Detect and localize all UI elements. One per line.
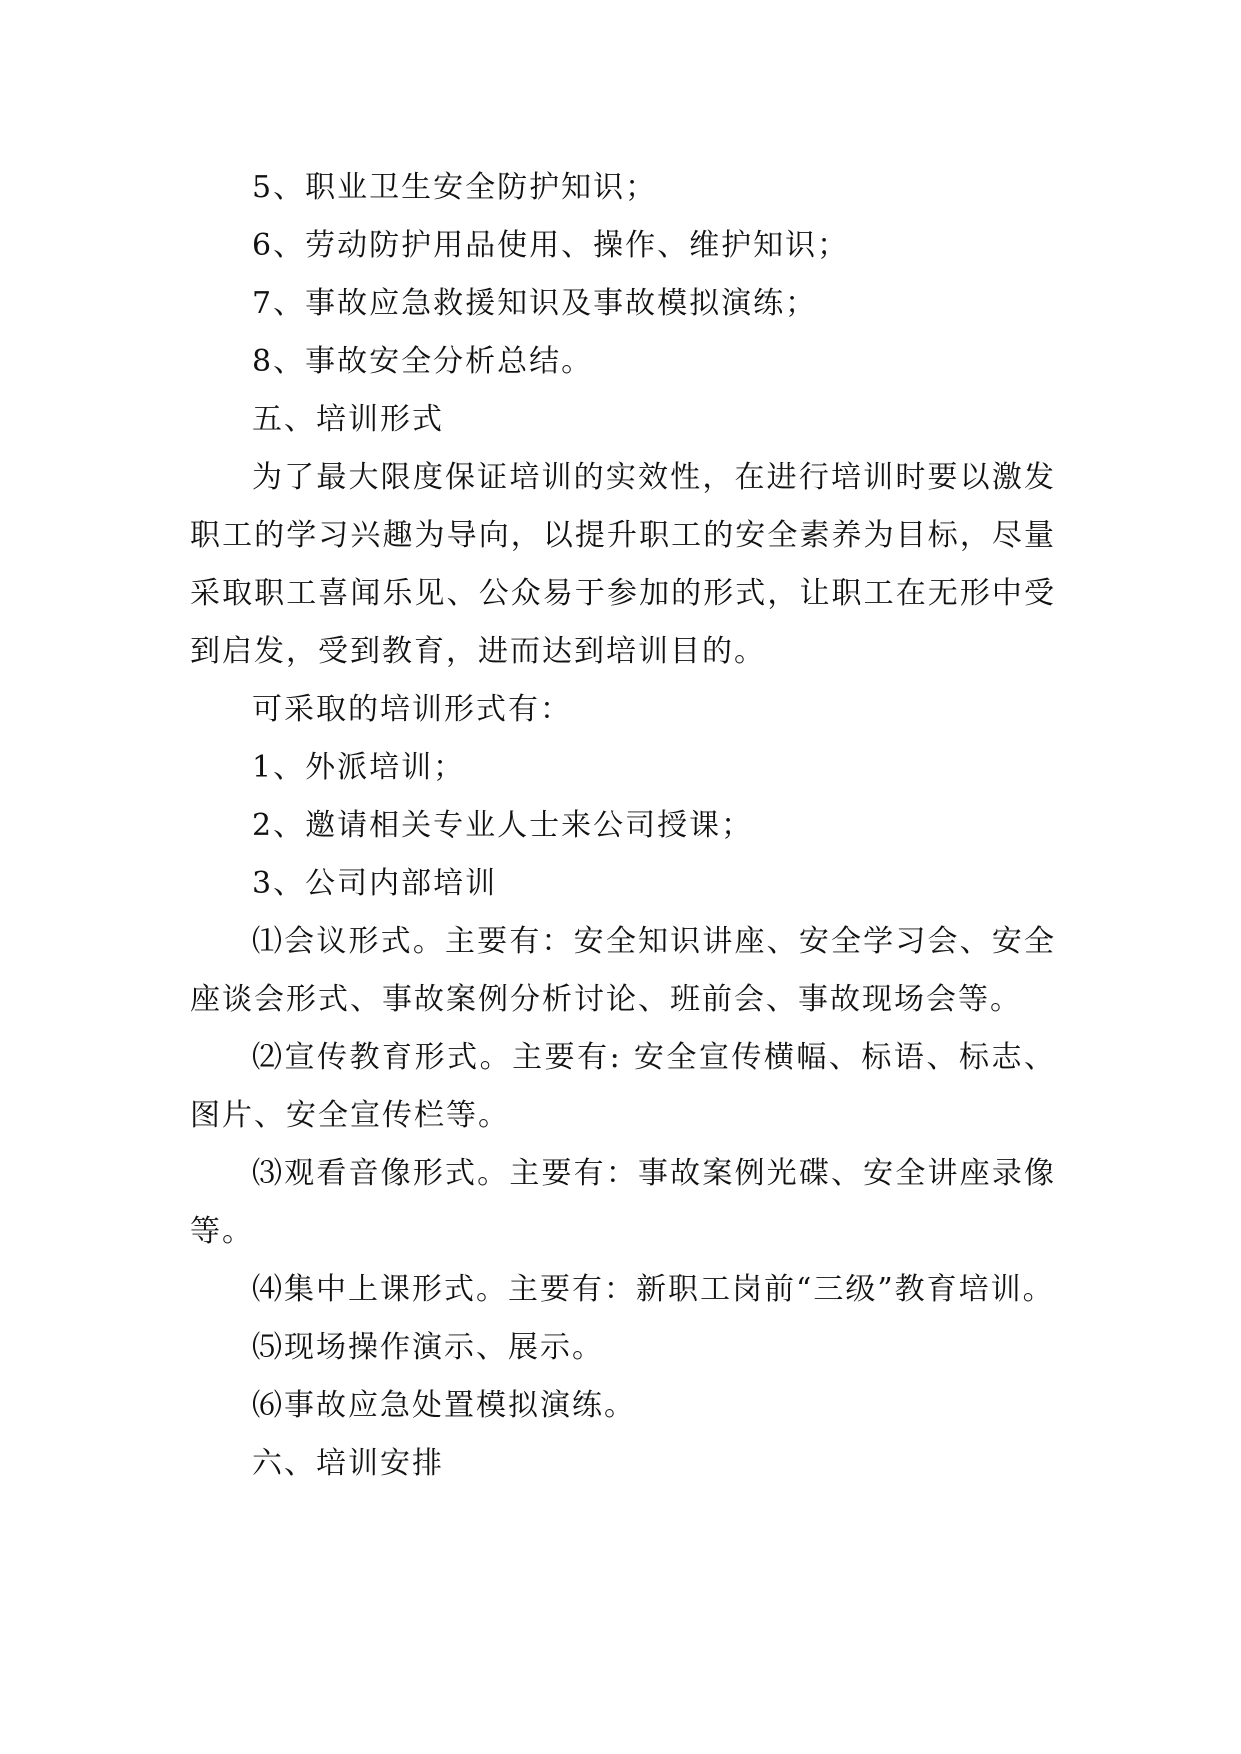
list-item: 7、事故应急救援知识及事故模拟演练；: [252, 286, 818, 321]
section-heading: 五、培训形式: [252, 402, 444, 437]
list-item: 3、公司内部培训: [252, 866, 498, 901]
list-item: 2、邀请相关专业人士来公司授课；: [252, 808, 754, 843]
list-item: 8、事故安全分析总结。: [252, 344, 594, 379]
sub-list-item: ⑸现场操作演示、展示。: [252, 1330, 604, 1365]
section-heading: 六、培训安排: [252, 1446, 444, 1481]
sub-list-item: ⑴会议形式。主要有：安全知识讲座、安全学习会、安全座谈会形式、事故案例分析讨论、班前会、事故现场会等。: [190, 924, 1056, 1017]
list-item: 6、劳动防护用品使用、操作、维护知识；: [252, 228, 850, 263]
paragraph: 为了最大限度保证培训的实效性，在进行培训时要以激发职工的学习兴趣为导向，以提升职工的安全素养为目标，尽量采取职工喜闻乐见、公众易于参加的形式，让职工在无形中受到启发，受到教育，进而达到培训目的。: [190, 460, 1056, 669]
sub-list-item: ⑵宣传教育形式。主要有: 安全宣传横幅、标语、标志、图片、安全宣传栏等。: [190, 1040, 1056, 1133]
paragraph-intro: 可采取的培训形式有：: [252, 692, 572, 727]
sub-list-item: ⑶观看音像形式。主要有：事故案例光碟、安全讲座录像等。: [190, 1156, 1056, 1249]
document-body: [190, 159, 1056, 1493]
sub-list-item: ⑷集中上课形式。主要有：新职工岗前“三级”教育培训。: [252, 1272, 1055, 1307]
sub-list-item: ⑹事故应急处置模拟演练。: [252, 1388, 636, 1423]
list-item: 5、职业卫生安全防护知识；: [252, 170, 658, 205]
list-item: 1、外派培训；: [252, 750, 466, 785]
